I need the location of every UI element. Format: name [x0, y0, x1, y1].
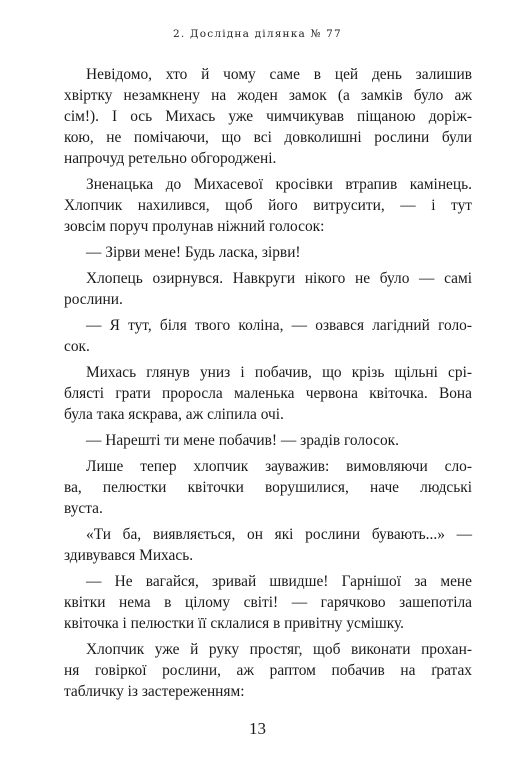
paragraph	[64, 524, 472, 566]
paragraph	[64, 242, 472, 263]
text-line: Хлопчик нахилився, щоб його витрусити, — і тут	[64, 197, 472, 214]
text-line: сім!). І ось Михась уже чимчикував піщаною доріж-	[64, 108, 472, 125]
page-number: 13	[249, 719, 266, 738]
text-line: Хлопчик уже й руку простяг, щоб виконати прохан-	[86, 641, 472, 658]
body-text	[64, 64, 472, 702]
text-line: Хлопець озирнувся. Навкруги нікого не було — самі	[86, 270, 472, 287]
paragraph	[64, 268, 472, 310]
paragraph	[64, 315, 472, 357]
text-line: квіточка і пелюстки її склалися в привітну усмішку.	[64, 615, 405, 632]
text-line: Зненацька до Михасевої кросівки втрапив камінець.	[86, 176, 472, 193]
text-line: блясті грати проросла маленька червона квіточка. Вона	[64, 385, 472, 402]
text-line: — Не вагайся, зривай швидше! Гарнішої за мене	[86, 573, 472, 590]
text-line: «Ти ба, виявляється, он які рослини бувають...» —	[86, 526, 472, 543]
text-line: — Зірви мене! Будь ласка, зірви!	[86, 244, 301, 261]
text-line: ня говіркої рослини, аж раптом побачив на ґратах	[64, 662, 472, 679]
paragraph	[64, 430, 472, 451]
paragraph	[64, 456, 472, 519]
paragraph	[64, 64, 472, 169]
text-line: — Нарешті ти мене побачив! — зрадів голосок.	[86, 432, 399, 449]
text-line: рослини.	[64, 291, 123, 308]
text-line: Михась глянув униз і побачив, що крізь щільні срі-	[86, 364, 472, 381]
text-line: вуста.	[64, 500, 103, 517]
text-line: напрочуд ретельно обгороджені.	[64, 150, 277, 167]
paragraph	[64, 571, 472, 634]
text-line: ва, пелюстки квіточки ворушилися, наче людські	[64, 479, 472, 496]
text-line: сок.	[64, 338, 90, 355]
paragraph	[64, 639, 472, 702]
running-head: 2. Дослідна ділянка № 77	[173, 28, 342, 40]
text-line: була така яскрава, аж сліпила очі.	[64, 406, 284, 423]
text-line: табличку із застереженням:	[64, 683, 245, 700]
paragraph	[64, 174, 472, 237]
text-line: хвіртку незамкнену на жоден замок (а замків було аж	[64, 87, 472, 104]
text-line: кою, не помічаючи, що всі довколишні рослини були	[64, 129, 472, 146]
paragraph	[64, 362, 472, 425]
text-line: зовсім поруч пролунав ніжний голосок:	[64, 218, 325, 235]
text-line: квітки нема в цілому світі! — гарячково зашепотіла	[64, 594, 472, 611]
text-line: здивувався Михась.	[64, 547, 194, 564]
text-line: Лише тепер хлопчик зауважив: вимовляючи сло-	[86, 458, 472, 475]
text-line: Невідомо, хто й чому саме в цей день залишив	[86, 66, 472, 83]
text-line: — Я тут, біля твого коліна, — озвався лагідний голо-	[86, 317, 472, 334]
